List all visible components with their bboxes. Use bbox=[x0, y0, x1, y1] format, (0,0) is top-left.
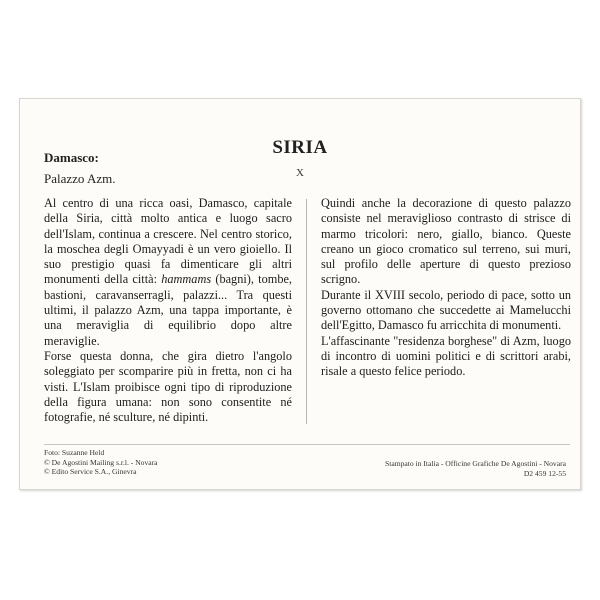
footer-divider bbox=[44, 444, 570, 445]
credit-line: Stampato in Italia - Officine Grafiche De Agostini - Novara bbox=[385, 459, 566, 468]
location-place: Palazzo Azm. bbox=[44, 171, 116, 186]
page-title: SIRIA bbox=[272, 137, 328, 158]
paragraph: Durante il XVIII secolo, periodo di pace, sotto un governo ottomano che succedette ai Mamelucchi dell'Egitto, Damasco fu arricchita di monumenti. bbox=[321, 287, 571, 333]
photo-credits bbox=[44, 448, 158, 477]
paragraph: Quindi anche la decorazione di questo palazzo consiste nel meraviglioso contrasto di strisce di marmo tricolori: nero, giallo, bianco. Queste creano un gioco cromatico sul terreno, sui muri, sul profilo delle aperture di questo prezioso scrigno. bbox=[321, 196, 571, 287]
paragraph bbox=[44, 196, 292, 349]
column-divider bbox=[306, 199, 307, 424]
card-marker: X bbox=[296, 167, 304, 179]
left-column bbox=[44, 196, 292, 425]
paragraph: Forse questa donna, che gira dietro l'angolo soleggiato per scomparire più in fretta, non ci ha visti. L'Islam proibisce ogni tipo di riproduzione della figura umana: non sono consentite né fotografie, né sculture, né dipinti. bbox=[44, 348, 292, 425]
credit-line: Foto: Suzanne Held bbox=[44, 448, 105, 457]
paragraph: L'affascinante "residenza borghese" di Azm, luogo di incontro di uomini politici e di scrittori arabi, risale a questo felice periodo. bbox=[321, 333, 571, 379]
credit-line: © Edito Service S.A., Ginevra bbox=[44, 467, 137, 477]
emphasis-text: hammams bbox=[161, 272, 212, 287]
postcard bbox=[19, 98, 581, 490]
print-credits bbox=[385, 459, 566, 478]
credit-line: © De Agostini Mailing s.r.l. - Novara bbox=[44, 457, 158, 467]
location-city: Damasco: bbox=[44, 150, 99, 165]
paragraph-text: (bagni), tombe, bastioni, caravanserragli, palazzi... Tra questi ultimi, il palazzo Azm, una tappa importante, è una meraviglia di equilibrio dopo altre meraviglie. bbox=[44, 272, 292, 348]
paragraph-text: Al centro di una ricca oasi, Damasco, capitale della Siria, città molto antica e luogo sacro dell'Islam, continua a crescere. Nel centro storico, la moschea degli Omayyadi è un vero gioiello. Il suo prestigio quasi fa dimenticare gli altri monumenti della città: bbox=[44, 196, 292, 287]
right-column bbox=[321, 196, 571, 380]
credit-line: D2 459 12-55 bbox=[523, 468, 566, 478]
